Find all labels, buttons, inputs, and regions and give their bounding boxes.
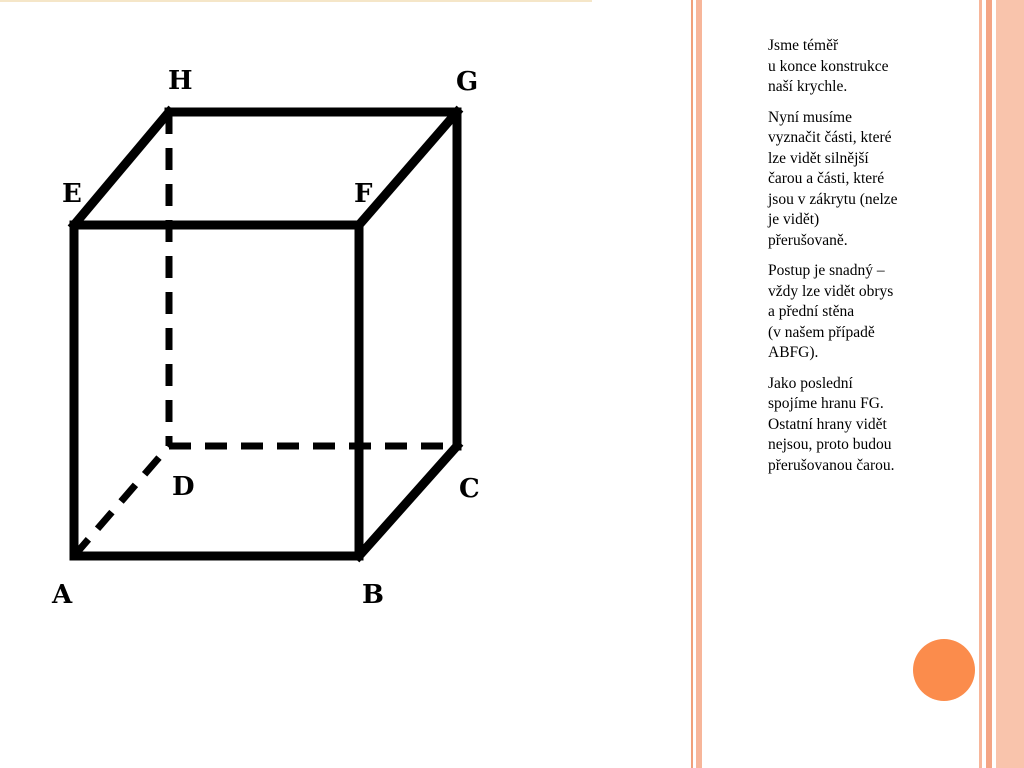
paragraph: Postup je snadný – vždy lze vidět obrys a přední stěna (v našem případě ABFG). <box>768 262 894 361</box>
paragraph: Jsme téměř u konce konstrukce naší krychle. <box>768 37 889 95</box>
edge-eh <box>74 112 169 225</box>
decorative-stripe <box>696 0 702 768</box>
decorative-stripe <box>979 0 982 768</box>
edge-bc <box>359 446 457 556</box>
decorative-stripe <box>986 0 992 768</box>
vertex-label-a: A <box>52 580 73 610</box>
vertex-label-e: E <box>62 179 82 209</box>
paragraph: Nyní musíme vyznačit části, které lze vidět silnější čarou a části, které jsou v zákrytu (nelze je vidět) přerušovaně. <box>768 108 898 249</box>
paragraph: Jako poslední spojíme hranu FG. Ostatní hrany vidět nejsou, proto budou přerušovanou čarou. <box>768 374 895 474</box>
decorative-stripe <box>691 0 693 768</box>
decorative-circle <box>913 639 975 701</box>
vertex-label-c: C <box>459 474 480 504</box>
face-abfe <box>74 225 359 556</box>
top-rule <box>0 0 592 2</box>
vertex-label-d: D <box>172 472 195 502</box>
vertex-label-g: G <box>456 67 479 97</box>
explanation-text <box>768 36 943 486</box>
edge-ad <box>74 446 169 556</box>
edge-fg <box>359 112 457 225</box>
cube-diagram <box>40 55 510 625</box>
vertex-label-b: B <box>362 580 384 610</box>
vertex-label-h: H <box>168 66 193 96</box>
decorative-stripe <box>996 0 1024 768</box>
vertex-label-f: F <box>354 179 373 209</box>
